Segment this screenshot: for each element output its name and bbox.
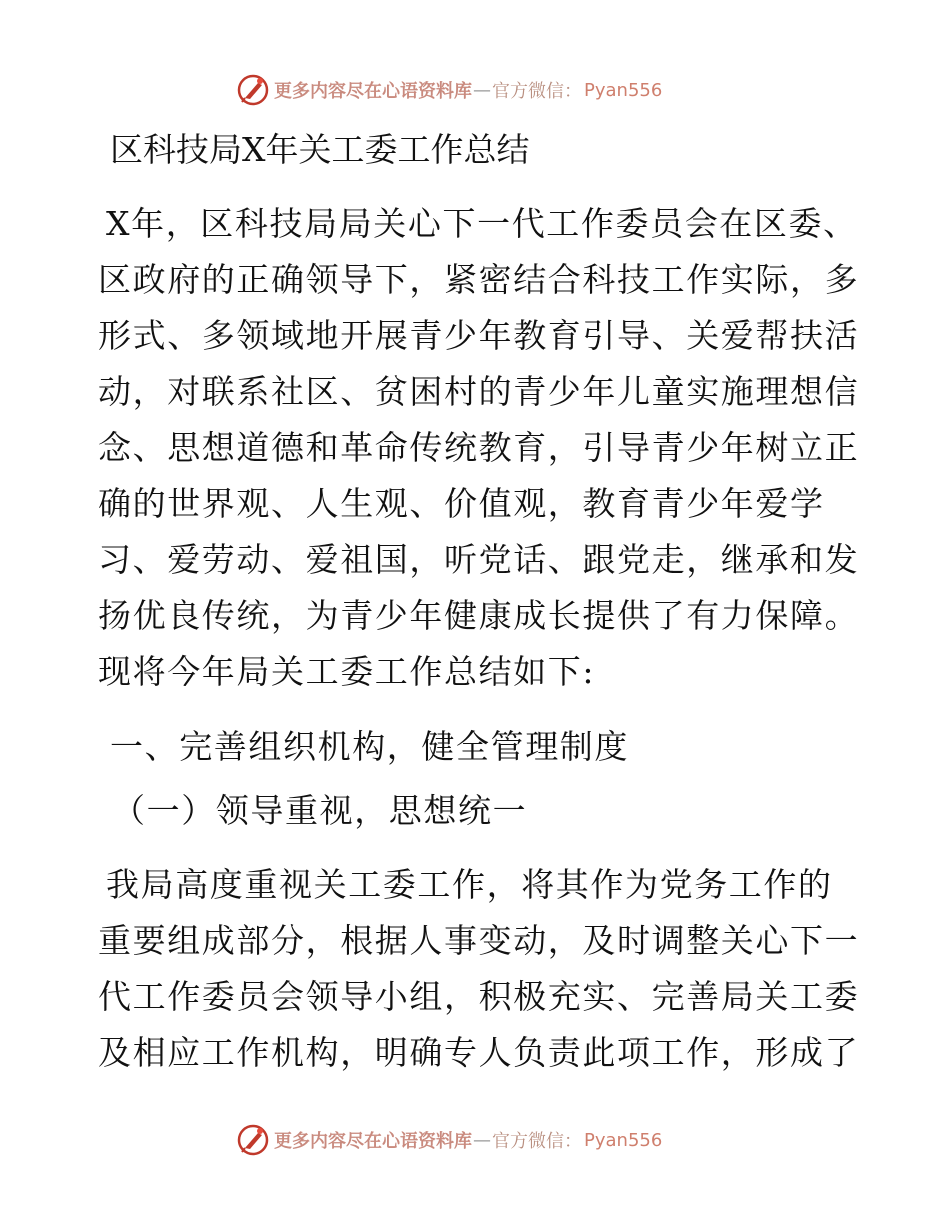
watermark-dash: —	[473, 79, 491, 101]
watermark-footer	[236, 1122, 716, 1158]
paragraph-line: 重要组成部分，根据人事变动，及时调整关心下一	[98, 921, 860, 960]
paragraph-line: 代工作委员会领导小组，积极充实、完善局关工委	[98, 977, 860, 1016]
paragraph-line: 形式、多领域地开展青少年教育引导、关爱帮扶活	[98, 316, 860, 355]
watermark-dash: —	[473, 1129, 491, 1151]
watermark-wechat-id: Pyan556	[584, 1129, 663, 1151]
subsection-heading: （一）领导重视，思想统一	[112, 791, 528, 830]
paragraph-line: 及相应工作机构，明确专人负责此项工作，形成了	[98, 1033, 860, 1072]
watermark-official-label: 官方微信：	[492, 1131, 582, 1152]
watermark-official-label: 官方微信：	[492, 81, 582, 102]
paragraph-line: 现将今年局关工委工作总结如下:	[98, 652, 596, 691]
section-heading: 一、完善组织机构，健全管理制度	[110, 727, 629, 766]
paragraph-line: 习、爱劳动、爱祖国，听党话、跟党走，继承和发	[98, 540, 860, 579]
watermark-wechat-id: Pyan556	[584, 79, 663, 101]
paragraph-line: 动，对联系社区、贫困村的青少年儿童实施理想信	[98, 372, 860, 411]
watermark-main-text: 更多内容尽在心语资料库	[274, 81, 472, 102]
intro-paragraph	[98, 196, 858, 700]
paragraph-line: 念、思想道德和革命传统教育，引导青少年树立正	[98, 428, 860, 467]
paragraph-line: 区政府的正确领导下，紧密结合科技工作实际，多	[98, 260, 860, 299]
quill-logo-icon	[236, 1123, 270, 1157]
paragraph-line: 扬优良传统，为青少年健康成长提供了有力保障。	[98, 596, 860, 635]
paragraph-line: 我局高度重视关工委工作，将其作为党务工作的	[106, 865, 833, 904]
watermark-main-text: 更多内容尽在心语资料库	[274, 1131, 472, 1152]
body-paragraph	[98, 857, 858, 1081]
paragraph-line: 确的世界观、人生观、价值观，教育青少年爱学	[98, 484, 825, 523]
document-body	[98, 126, 858, 1081]
paragraph-line: X年，区科技局局关心下一代工作委员会在区委、	[106, 204, 858, 243]
quill-logo-icon	[236, 73, 270, 107]
document-title: 区科技局X年关工委工作总结	[110, 130, 530, 169]
watermark-header	[236, 72, 716, 108]
